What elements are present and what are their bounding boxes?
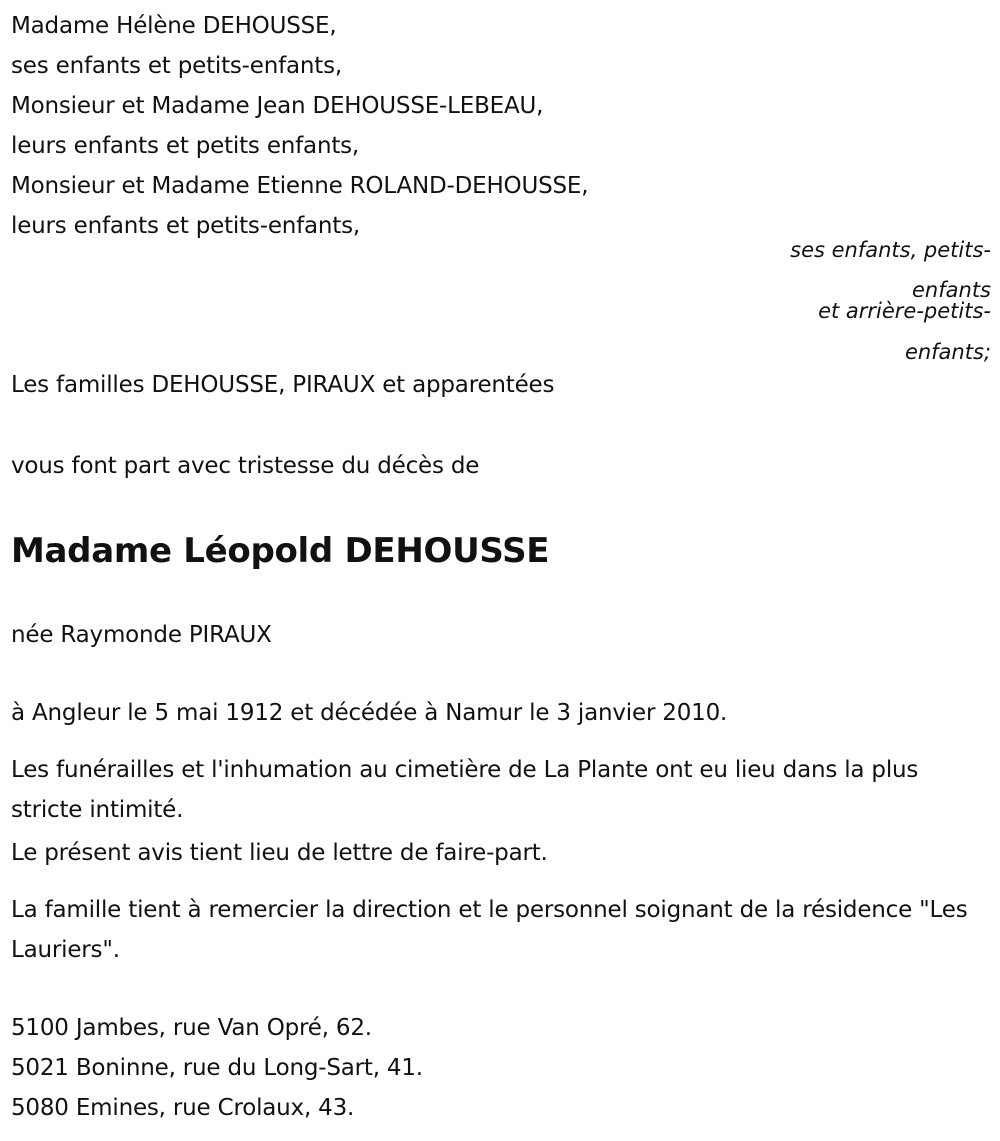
descendants-line: ses enfants, petits- [790,238,991,262]
sender-line: Monsieur et Madame Etienne ROLAND-DEHOUSSE, [11,173,589,199]
descendants-line: et arrière-petits- [818,299,991,323]
maiden-name: née Raymonde PIRAUX [11,622,272,648]
sender-line: ses enfants et petits-enfants, [11,53,342,79]
families-line: Les familles DEHOUSSE, PIRAUX et apparentées [11,372,555,398]
senders-list [11,6,588,246]
funeral-paragraph: Les funérailles et l'inhumation au cimetière de La Plante ont eu lieu dans la plus stricte intimité. [11,757,919,823]
dates-paragraph: à Angleur le 5 mai 1912 et décédée à Namur le 3 janvier 2010. [11,700,728,726]
addresses-list [11,1008,423,1128]
address-line: 5100 Jambes, rue Van Opré, 62. [11,1015,372,1041]
address-line: 5021 Boninne, rue du Long-Sart, 41. [11,1055,423,1081]
sender-line: leurs enfants et petits enfants, [11,133,360,159]
notice-paragraph: Le présent avis tient lieu de lettre de faire-part. [11,840,548,866]
thanks-paragraph: La famille tient à remercier la direction et le personnel soignant de la résidence "Les Lauriers". [11,897,968,963]
sender-line: Madame Hélène DEHOUSSE, [11,13,337,39]
announcement-intro: vous font part avec tristesse du décès de [11,453,480,479]
descendants-line: enfants; [904,340,991,364]
address-line: 5080 Emines, rue Crolaux, 43. [11,1095,355,1121]
descendants-line: enfants [912,278,991,302]
sender-line: leurs enfants et petits-enfants, [11,213,361,239]
deceased-name: Madame Léopold DEHOUSSE [11,531,550,571]
sender-line: Monsieur et Madame Jean DEHOUSSE-LEBEAU, [11,93,544,119]
